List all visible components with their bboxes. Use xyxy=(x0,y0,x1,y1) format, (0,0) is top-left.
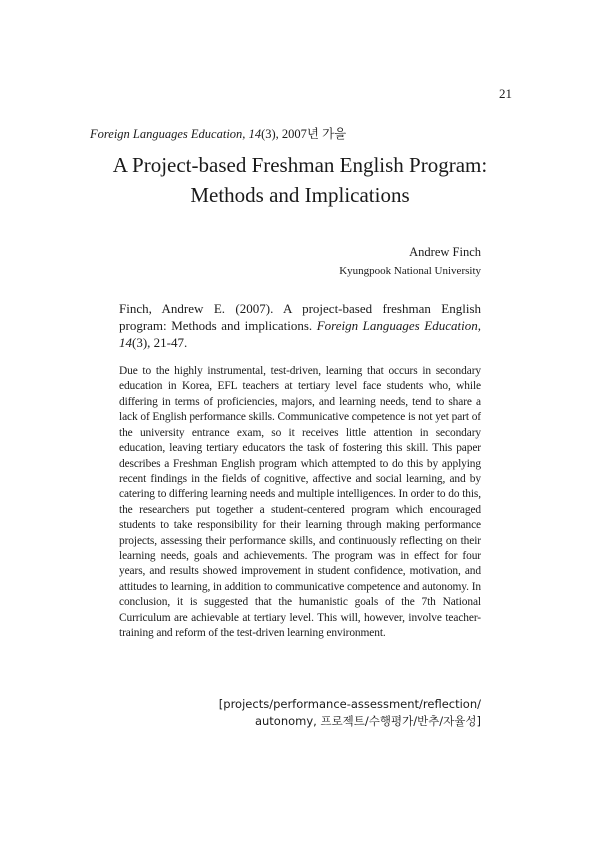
page-number: 21 xyxy=(499,86,512,101)
journal-volume: 14 xyxy=(248,127,262,141)
citation-text: Finch, Andrew E. (2007). A project-based freshman English program: Methods and implications. xyxy=(119,301,481,333)
title-line-1: A Project-based Freshman English Program: xyxy=(112,153,488,177)
citation-journal: Foreign Languages Education, 14 xyxy=(119,318,481,350)
keywords xyxy=(219,696,481,730)
journal-issue-year: (3), 2007년 가을 xyxy=(261,127,347,141)
paper-title xyxy=(60,150,540,210)
abstract: Due to the highly instrumental, test-driven, learning that occurs in secondary education in Korea, EFL teachers at tertiary level face students who, while differing in terms of proficiencies, majors, and learning needs, tend to share a lack of English performance skills. Communicative competence is not yet part of the university entrance exam, so it receives little attention in secondary education, leaving tertiary educators the task of fostering this skill. This paper describes a Freshman English program which attempted to do this by applying recent findings in the fields of cognitive, affective and social learning, and by catering to differing learning needs and multiple intelligences. In order to do this, the researchers put together a student-centered program which encouraged students to take responsibility for their learning through making performance projects, assessing their performance skills, and continuously reflecting on their learning needs, goals and achievements. The program was in effect for four years, and results showed improvement in student confidence, motivation, and attitudes to learning, in addition to communicative competence and autonomy. In conclusion, it is suggested that the humanistic goals of the 7th National Curriculum are achievable at tertiary level. This will, however, involve teacher-training and reform of the test-driven learning environment. xyxy=(119,365,482,640)
citation xyxy=(119,300,481,351)
author-affiliation: Kyungpook National University xyxy=(339,265,481,277)
keywords-line-2: autonomy, 프로젝트/수행평가/반추/자율성] xyxy=(254,714,481,728)
journal-header xyxy=(90,124,346,142)
journal-name: Foreign Languages Education, xyxy=(90,127,246,141)
citation-rest: (3), 21-47. xyxy=(132,335,188,350)
author-name: Andrew Finch xyxy=(409,245,481,259)
keywords-line-1: [projects/performance-assessment/reflection/ xyxy=(218,697,481,711)
author-block xyxy=(339,243,481,281)
title-line-2: Methods and Implications xyxy=(190,183,410,207)
